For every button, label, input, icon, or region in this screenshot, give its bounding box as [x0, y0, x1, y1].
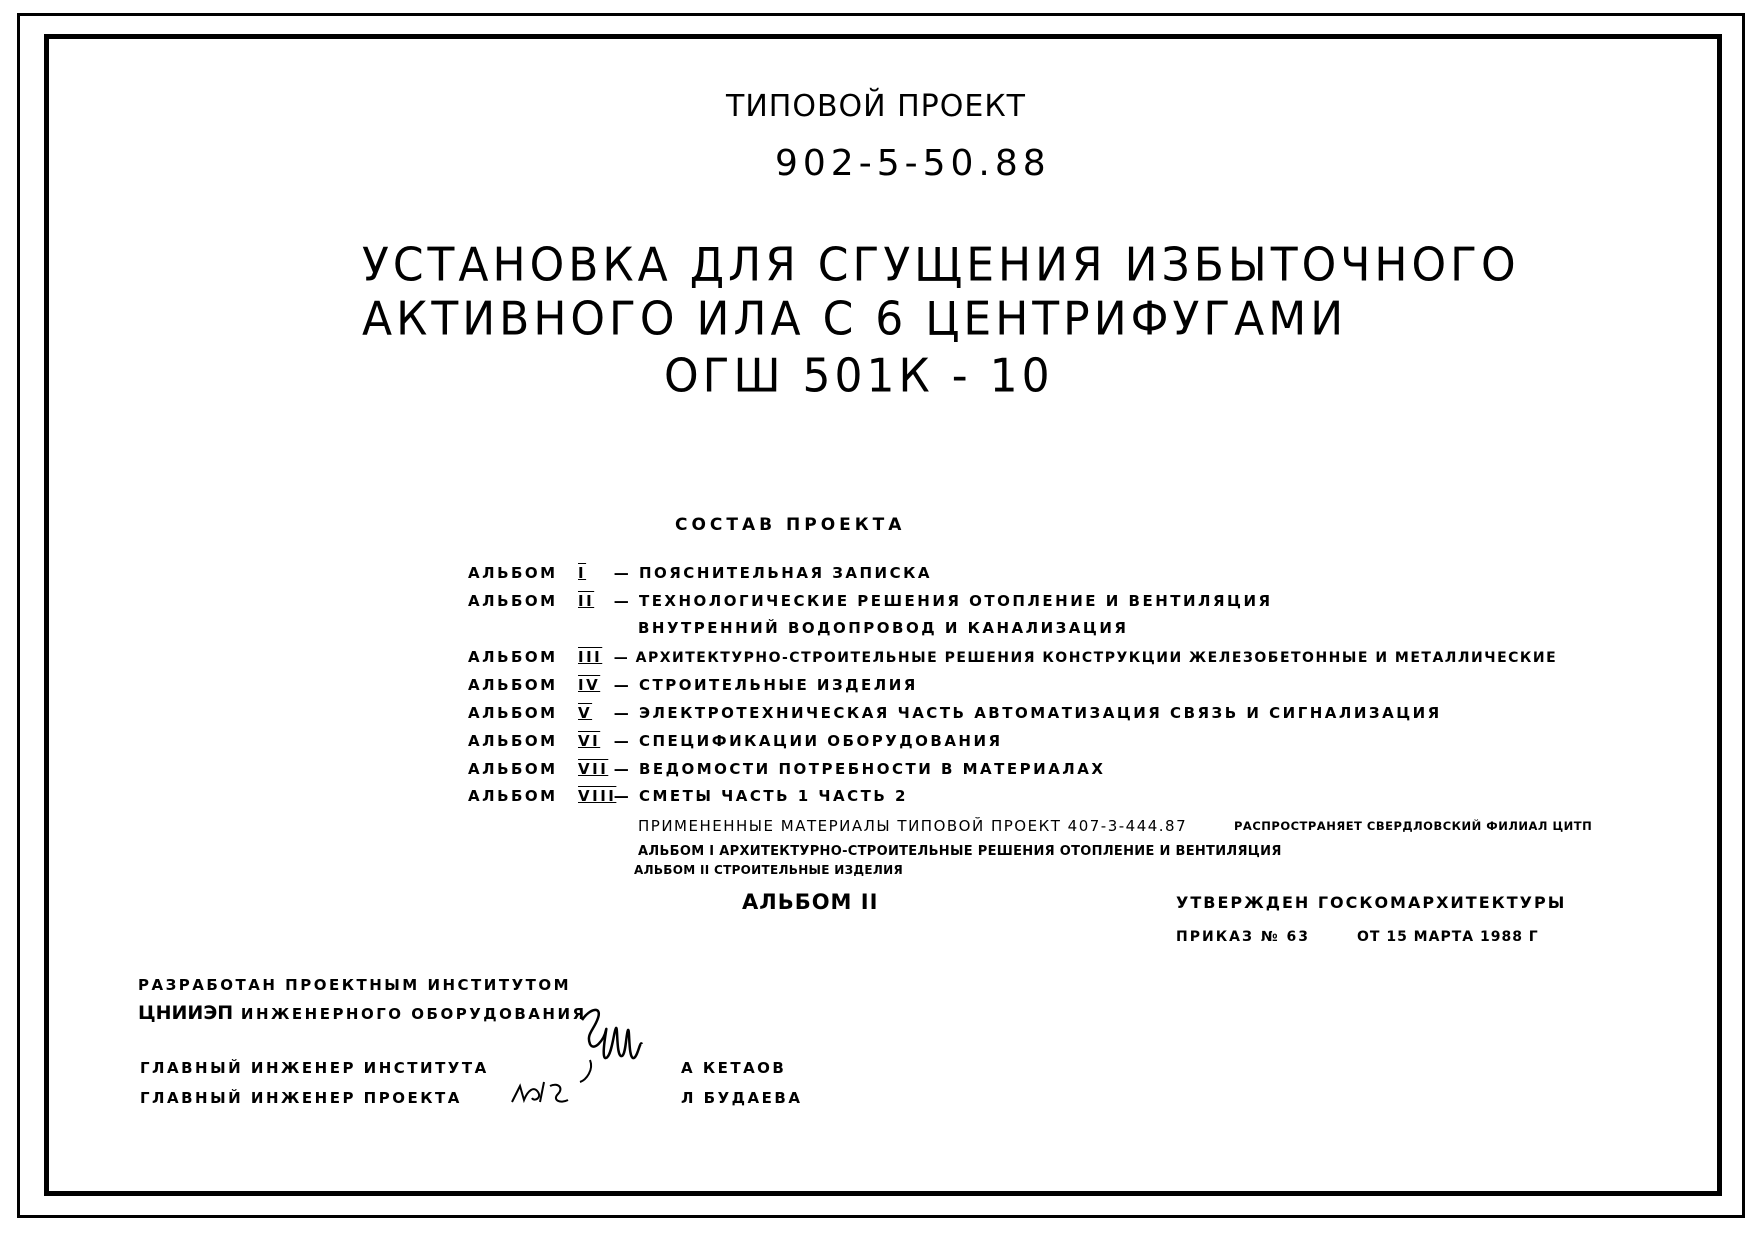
album-title: — СПЕЦИФИКАЦИИ ОБОРУДОВАНИЯ: [613, 732, 1003, 750]
album-label: АЛЬБОМ: [468, 564, 558, 582]
current-album: АЛЬБОМ II: [742, 890, 879, 914]
staff-name: А КЕТАОВ: [681, 1059, 787, 1077]
album-row: [468, 734, 1003, 749]
album-title: — АРХИТЕКТУРНО-СТРОИТЕЛЬНЫЕ РЕШЕНИЯ КОНСТРУКЦИИ ЖЕЛЕЗОБЕТОННЫЕ И МЕТАЛЛИЧЕСКИЕ: [613, 650, 1558, 666]
album-row: [468, 594, 1273, 609]
applied-materials: ПРИМЕНЕННЫЕ МАТЕРИАЛЫ ТИПОВОЙ ПРОЕКТ 407-3-444.87: [638, 817, 1188, 835]
album-number: VI: [578, 732, 601, 750]
album-number: IV: [578, 676, 601, 694]
approval-line: УТВЕРЖДЕН ГОСКОМАРХИТЕКТУРЫ: [1176, 893, 1567, 912]
title-line-3: ОГШ 501К - 10: [664, 349, 1054, 404]
project-type: ТИПОВОЙ ПРОЕКТ: [726, 89, 1026, 124]
staff-role: ГЛАВНЫЙ ИНЖЕНЕР ИНСТИТУТА: [140, 1059, 489, 1077]
album-label: АЛЬБОМ: [468, 732, 558, 750]
album-number: VIII: [578, 787, 617, 805]
signature-chief-engineer-project: [508, 1072, 578, 1112]
album-label: АЛЬБОМ: [468, 704, 558, 722]
staff-role: ГЛАВНЫЙ ИНЖЕНЕР ПРОЕКТА: [140, 1089, 462, 1107]
album-label: АЛЬБОМ: [468, 760, 558, 778]
album-number: VII: [578, 760, 609, 778]
developer-line-2: [138, 1004, 587, 1023]
album-number: I: [578, 564, 587, 582]
approval-date: ОТ 15 МАРТА 1988 Г: [1357, 929, 1539, 945]
project-number: 902-5-50.88: [775, 143, 1051, 184]
staff-name: Л БУДАЕВА: [681, 1089, 803, 1107]
album-number: V: [578, 704, 593, 722]
title-line-1: УСТАНОВКА ДЛЯ СГУЩЕНИЯ ИЗБЫТОЧНОГО: [362, 238, 1520, 293]
album-row: [468, 566, 932, 581]
album-title: — СТРОИТЕЛЬНЫЕ ИЗДЕЛИЯ: [613, 676, 918, 694]
applied-album-2: АЛЬБОМ II СТРОИТЕЛЬНЫЕ ИЗДЕЛИЯ: [634, 863, 904, 877]
album-row: [468, 650, 1557, 665]
album-label: АЛЬБОМ: [468, 676, 558, 694]
album-row: [468, 789, 908, 804]
album-title: — ЭЛЕКТРОТЕХНИЧЕСКАЯ ЧАСТЬ АВТОМАТИЗАЦИЯ СВЯЗЬ И СИГНАЛИЗАЦИЯ: [613, 704, 1442, 722]
developer-line-1: РАЗРАБОТАН ПРОЕКТНЫМ ИНСТИТУТОМ: [138, 976, 572, 994]
album-label: АЛЬБОМ: [468, 787, 558, 805]
album-row: [468, 762, 1105, 777]
developer-org-rest: ИНЖЕНЕРНОГО ОБОРУДОВАНИЯ: [240, 1005, 587, 1023]
album-title: — СМЕТЫ ЧАСТЬ 1 ЧАСТЬ 2: [613, 787, 908, 805]
album-label: АЛЬБОМ: [468, 648, 558, 666]
approval-order: ПРИКАЗ № 63: [1176, 929, 1310, 945]
distributor: РАСПРОСТРАНЯЕТ СВЕРДЛОВСКИЙ ФИЛИАЛ ЦИТП: [1234, 819, 1593, 833]
developer-org: ЦНИИЭП: [138, 1002, 234, 1024]
album-number: II: [578, 592, 595, 610]
applied-album-1: АЛЬБОМ I АРХИТЕКТУРНО-СТРОИТЕЛЬНЫЕ РЕШЕНИЯ ОТОПЛЕНИЕ И ВЕНТИЛЯЦИЯ: [638, 844, 1282, 859]
composition-heading: СОСТАВ ПРОЕКТА: [675, 515, 906, 535]
album-row: [468, 706, 1442, 721]
album-title: — ВЕДОМОСТИ ПОТРЕБНОСТИ В МАТЕРИАЛАХ: [613, 760, 1106, 778]
title-line-2: АКТИВНОГО ИЛА С 6 ЦЕНТРИФУГАМИ: [362, 292, 1348, 347]
album-row: [468, 678, 918, 693]
album-title-continuation: ВНУТРЕННИЙ ВОДОПРОВОД И КАНАЛИЗАЦИЯ: [638, 619, 1129, 637]
album-title: — ПОЯСНИТЕЛЬНАЯ ЗАПИСКА: [613, 564, 932, 582]
album-label: АЛЬБОМ: [468, 592, 558, 610]
album-number: III: [578, 648, 603, 666]
album-title: — ТЕХНОЛОГИЧЕСКИЕ РЕШЕНИЯ ОТОПЛЕНИЕ И ВЕНТИЛЯЦИЯ: [613, 592, 1273, 610]
